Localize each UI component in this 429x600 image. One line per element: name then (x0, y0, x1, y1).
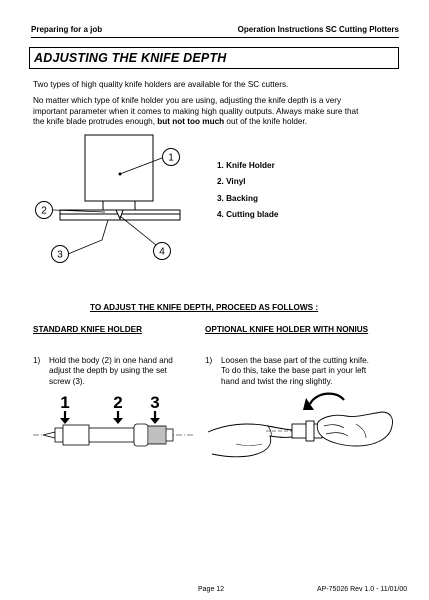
section-title: ADJUSTING THE KNIFE DEPTH (34, 51, 227, 65)
standard-heading: STANDARD KNIFE HOLDER (33, 325, 143, 334)
diagram-legend (217, 161, 278, 226)
step-line: screw (3). (49, 376, 85, 386)
document-revision: AP-75026 Rev 1.0 - 11/01/00 (317, 586, 408, 593)
depth-emphasis: but not too much (157, 117, 225, 126)
step-line: Loosen the base part of the cutting knife. (221, 356, 369, 365)
step-line: Hold the body (2) in one hand and (49, 356, 173, 365)
knife-depth-diagram (30, 128, 200, 278)
legend-item: 2. Vinyl (217, 177, 246, 187)
depth-paragraph-line: No matter which type of knife holder you are using, adjusting the knife depth is a very (33, 96, 342, 105)
step-number: 1) (205, 356, 213, 365)
depth-text: the knife blade protrudes enough, (33, 117, 158, 126)
section-title-box (29, 47, 399, 69)
intro-paragraph: Two types of high quality knife holders are available for the SC cutters. (33, 80, 289, 89)
header-document-title: Operation Instructions SC Cutting Plotters (237, 25, 399, 34)
nonius-holder-hands-illustration (206, 384, 396, 466)
standard-knife-holder-illustration (33, 388, 203, 450)
callout-2: 2 (41, 205, 47, 217)
callout-4: 4 (159, 246, 165, 258)
legend-item: 3. Backing (217, 193, 258, 203)
depth-paragraph (33, 96, 399, 128)
callout-1: 1 (168, 152, 174, 164)
figure-label-1: 1 (60, 393, 70, 412)
legend-item: 4. Cutting blade (217, 209, 279, 219)
optional-heading: OPTIONAL KNIFE HOLDER WITH NONIUS (205, 325, 369, 334)
depth-paragraph-line (33, 117, 399, 128)
callout-3: 3 (57, 249, 63, 261)
procedure-heading: TO ADJUST THE KNIFE DEPTH, PROCEED AS FOLLOWS : (90, 303, 319, 312)
header-section: Preparing for a job (31, 25, 103, 34)
page-number: Page 12 (198, 586, 225, 593)
figure-label-3: 3 (150, 393, 160, 412)
page-header (31, 24, 399, 38)
legend-item: 1. Knife Holder (217, 161, 275, 170)
depth-paragraph-line: important parameter when it comes to making high quality outputs. Always make sure that (33, 106, 359, 116)
depth-text-end: out of the knife holder. (224, 117, 307, 126)
step-text (221, 356, 369, 387)
step-number: 1) (33, 356, 41, 365)
step-text (49, 356, 173, 387)
step-line: adjust the depth by using the set (49, 366, 167, 376)
step-line: hand and twist the ring slightly. (221, 376, 333, 386)
figure-label-2: 2 (113, 393, 123, 412)
step-line: To do this, take the base part in your left (221, 366, 367, 376)
